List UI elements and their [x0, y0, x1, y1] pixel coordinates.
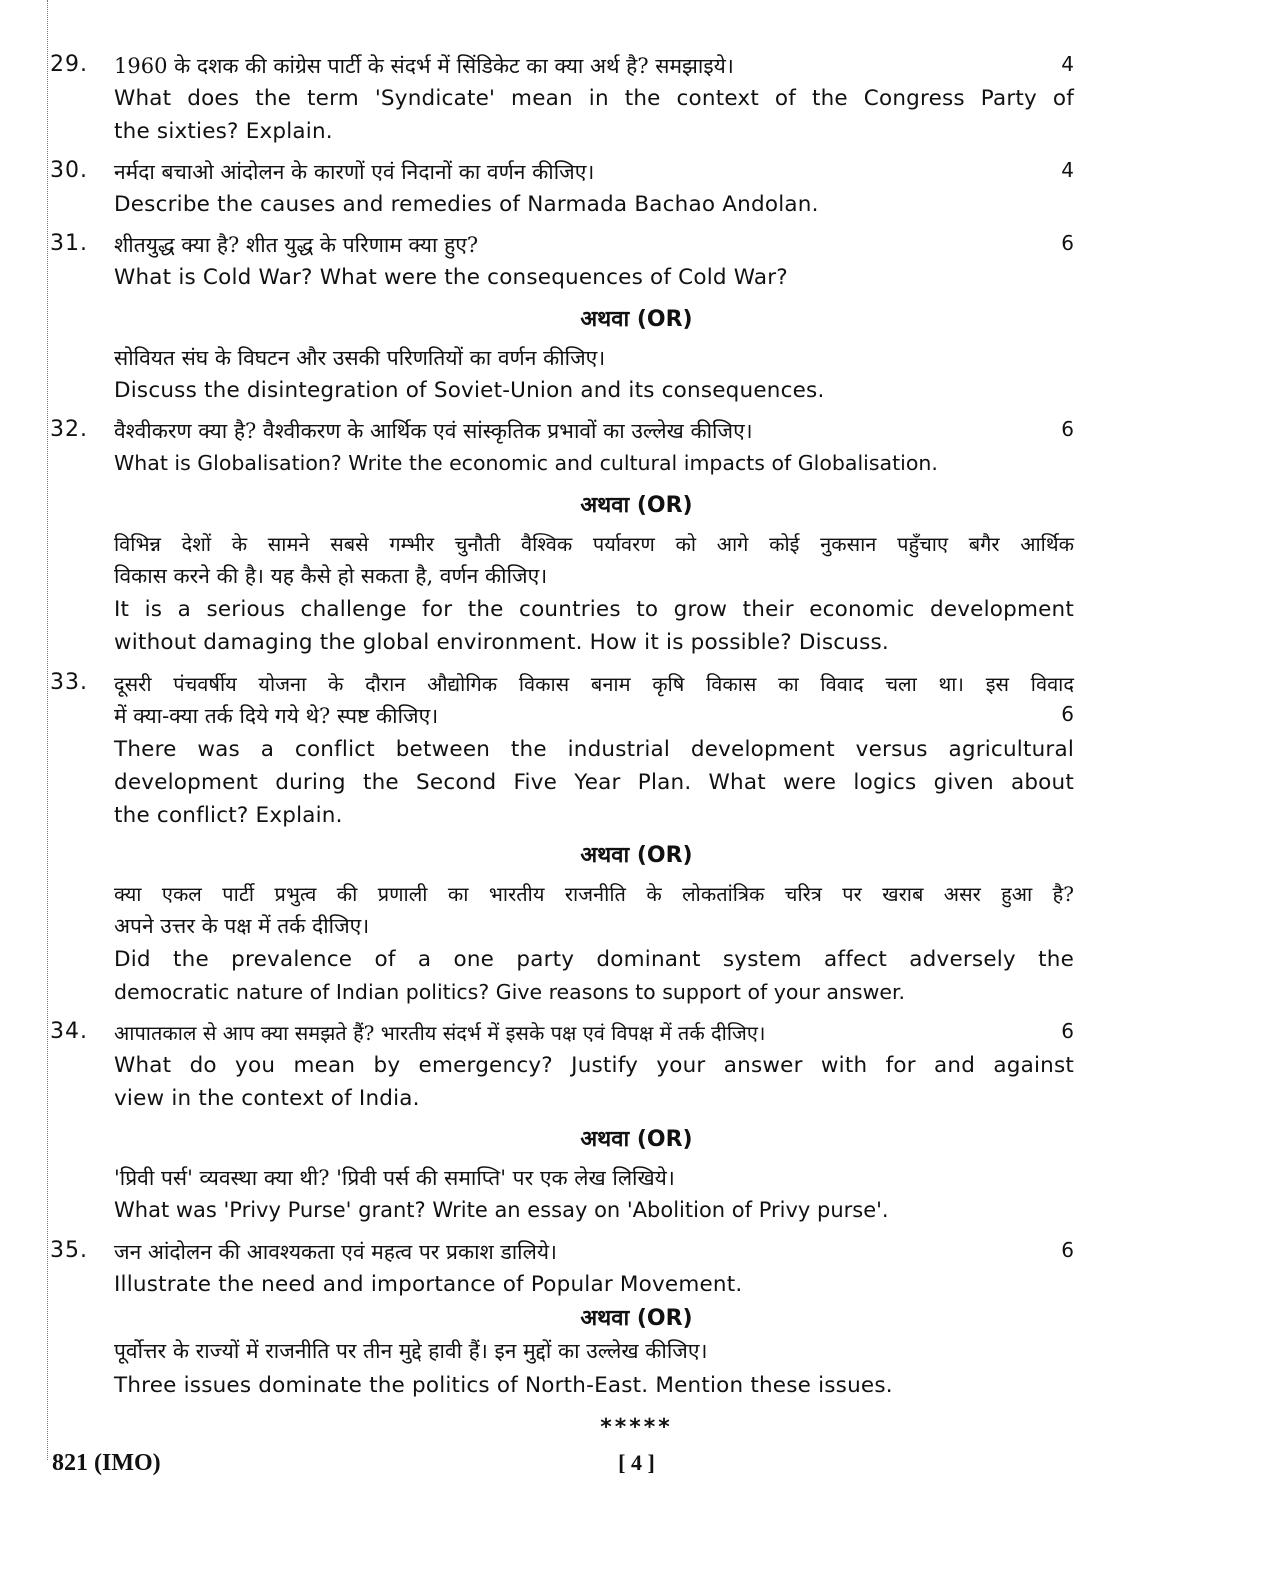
question-marks: 6 — [1061, 1019, 1074, 1043]
alternative-text-hindi: क्या एकल पार्टी प्रभुत्व की प्रणाली का भारतीय राजनीति के लोकतांत्रिक चरित्र पर खराब असर हुआ है? — [114, 882, 1074, 906]
paper-code: 821 (IMO) — [52, 1450, 161, 1476]
question-marks: 6 — [1061, 417, 1074, 441]
or-label-hindi: अथवा — [580, 842, 630, 868]
alternative-text-hindi: अपने उत्तर के पक्ष में तर्क दीजिए। — [114, 914, 370, 938]
alternative-text-english: Discuss the disintegration of Soviet-Union and its consequences. — [114, 378, 825, 403]
question-text-hindi: वैश्वीकरण क्या है? वैश्वीकरण के आर्थिक एवं सांस्कृतिक प्रभावों का उल्लेख कीजिए। — [114, 419, 753, 443]
or-label-english: (OR) — [636, 1306, 693, 1331]
or-label-hindi: अथवा — [580, 1305, 630, 1331]
question-marks: 4 — [1061, 158, 1074, 182]
question-text-english: What is Cold War? What were the consequences of Cold War? — [114, 265, 788, 290]
question-number: 34. — [50, 1019, 88, 1044]
question-number: 32. — [50, 417, 88, 442]
alternative-text-english: What was 'Privy Purse' grant? Write an essay on 'Abolition of Privy purse'. — [114, 1198, 889, 1222]
question-marks: 6 — [1061, 231, 1074, 255]
alternative-text-hindi: पूर्वोत्तर के राज्यों में राजनीति पर तीन मुद्दे हावी हैं। इन मुद्दों का उल्लेख कीजिए। — [114, 1339, 708, 1363]
question-marks: 4 — [1061, 52, 1074, 76]
scan-margin-dots — [47, 0, 49, 1460]
or-divider — [0, 489, 1273, 519]
question-number: 29. — [50, 52, 88, 77]
alternative-text-english: democratic nature of Indian politics? Give reasons to support of your answer. — [114, 980, 906, 1004]
question-text-hindi: दूसरी पंचवर्षीय योजना के दौरान औद्योगिक विकास बनाम कृषि विकास का विवाद चला था। इस विवाद — [114, 672, 1074, 696]
alternative-text-english: Three issues dominate the politics of North-East. Mention these issues. — [114, 1373, 893, 1398]
or-divider — [0, 303, 1273, 333]
question-number: 30. — [50, 158, 88, 183]
or-divider — [0, 1123, 1273, 1153]
question-text-english: development during the Second Five Year Plan. What were logics given about — [114, 770, 1074, 795]
question-marks: 6 — [1061, 1238, 1074, 1262]
question-text-english: the sixties? Explain. — [114, 119, 333, 144]
alternative-text-hindi: विभिन्न देशों के सामने सबसे गम्भीर चुनौती वैश्विक पर्यावरण को आगे कोई नुकसान पहुँचाए बगैर आर्थिक — [114, 532, 1074, 556]
question-text-english: the conflict? Explain. — [114, 803, 343, 828]
question-text-hindi: 1960 के दशक की कांग्रेस पार्टी के संदर्भ में सिंडिकेट का क्या अर्थ है? समझाइये। — [114, 54, 734, 78]
question-text-english: Illustrate the need and importance of Popular Movement. — [114, 1272, 743, 1297]
or-divider — [0, 1302, 1273, 1332]
question-text-english: There was a conflict between the industrial development versus agricultural — [114, 737, 1074, 762]
page-number: [ 4 ] — [618, 1450, 655, 1475]
or-label-hindi: अथवा — [580, 306, 630, 332]
alternative-text-hindi: सोवियत संघ के विघटन और उसकी परिणतियों का वर्णन कीजिए। — [114, 346, 606, 370]
or-label-hindi: अथवा — [580, 492, 630, 518]
question-text-english: What is Globalisation? Write the economic and cultural impacts of Globalisation. — [114, 451, 938, 475]
alternative-text-english: without damaging the global environment. How it is possible? Discuss. — [114, 630, 889, 655]
question-number: 35. — [50, 1238, 88, 1263]
question-number: 33. — [50, 670, 88, 695]
alternative-text-english: It is a serious challenge for the countries to grow their economic development — [114, 597, 1074, 622]
alternative-text-hindi: विकास करने की है। यह कैसे हो सकता है, वर्णन कीजिए। — [114, 564, 548, 588]
question-text-english: view in the context of India. — [114, 1086, 420, 1111]
or-divider — [0, 839, 1273, 869]
question-text-hindi: आपातकाल से आप क्या समझते हैं? भारतीय संदर्भ में इसके पक्ष एवं विपक्ष में तर्क दीजिए। — [114, 1021, 766, 1045]
question-text-english: What does the term 'Syndicate' mean in the context of the Congress Party of — [114, 86, 1074, 111]
question-marks: 6 — [1061, 702, 1074, 726]
question-text-english: What do you mean by emergency? Justify your answer with for and against — [114, 1053, 1074, 1078]
end-of-paper-marker: ***** — [600, 1415, 673, 1440]
or-label-english: (OR) — [636, 1127, 693, 1152]
or-label-english: (OR) — [636, 843, 693, 868]
or-label-english: (OR) — [636, 493, 693, 518]
alternative-text-english: Did the prevalence of a one party dominant system affect adversely the — [114, 947, 1074, 972]
question-text-english: Describe the causes and remedies of Narmada Bachao Andolan. — [114, 192, 819, 217]
or-label-english: (OR) — [636, 307, 693, 332]
alternative-text-hindi: 'प्रिवी पर्स' व्यवस्था क्या थी? 'प्रिवी पर्स की समाप्ति' पर एक लेख लिखिये। — [114, 1166, 675, 1190]
or-label-hindi: अथवा — [580, 1126, 630, 1152]
question-number: 31. — [50, 231, 88, 256]
question-text-hindi: में क्या-क्या तर्क दिये गये थे? स्पष्ट कीजिए। — [114, 704, 439, 728]
question-text-hindi: नर्मदा बचाओ आंदोलन के कारणों एवं निदानों का वर्णन कीजिए। — [114, 160, 595, 184]
question-text-hindi: जन आंदोलन की आवश्यकता एवं महत्व पर प्रकाश डालिये। — [114, 1240, 557, 1264]
question-text-hindi: शीतयुद्ध क्या है? शीत युद्ध के परिणाम क्या हुए? — [114, 233, 479, 257]
